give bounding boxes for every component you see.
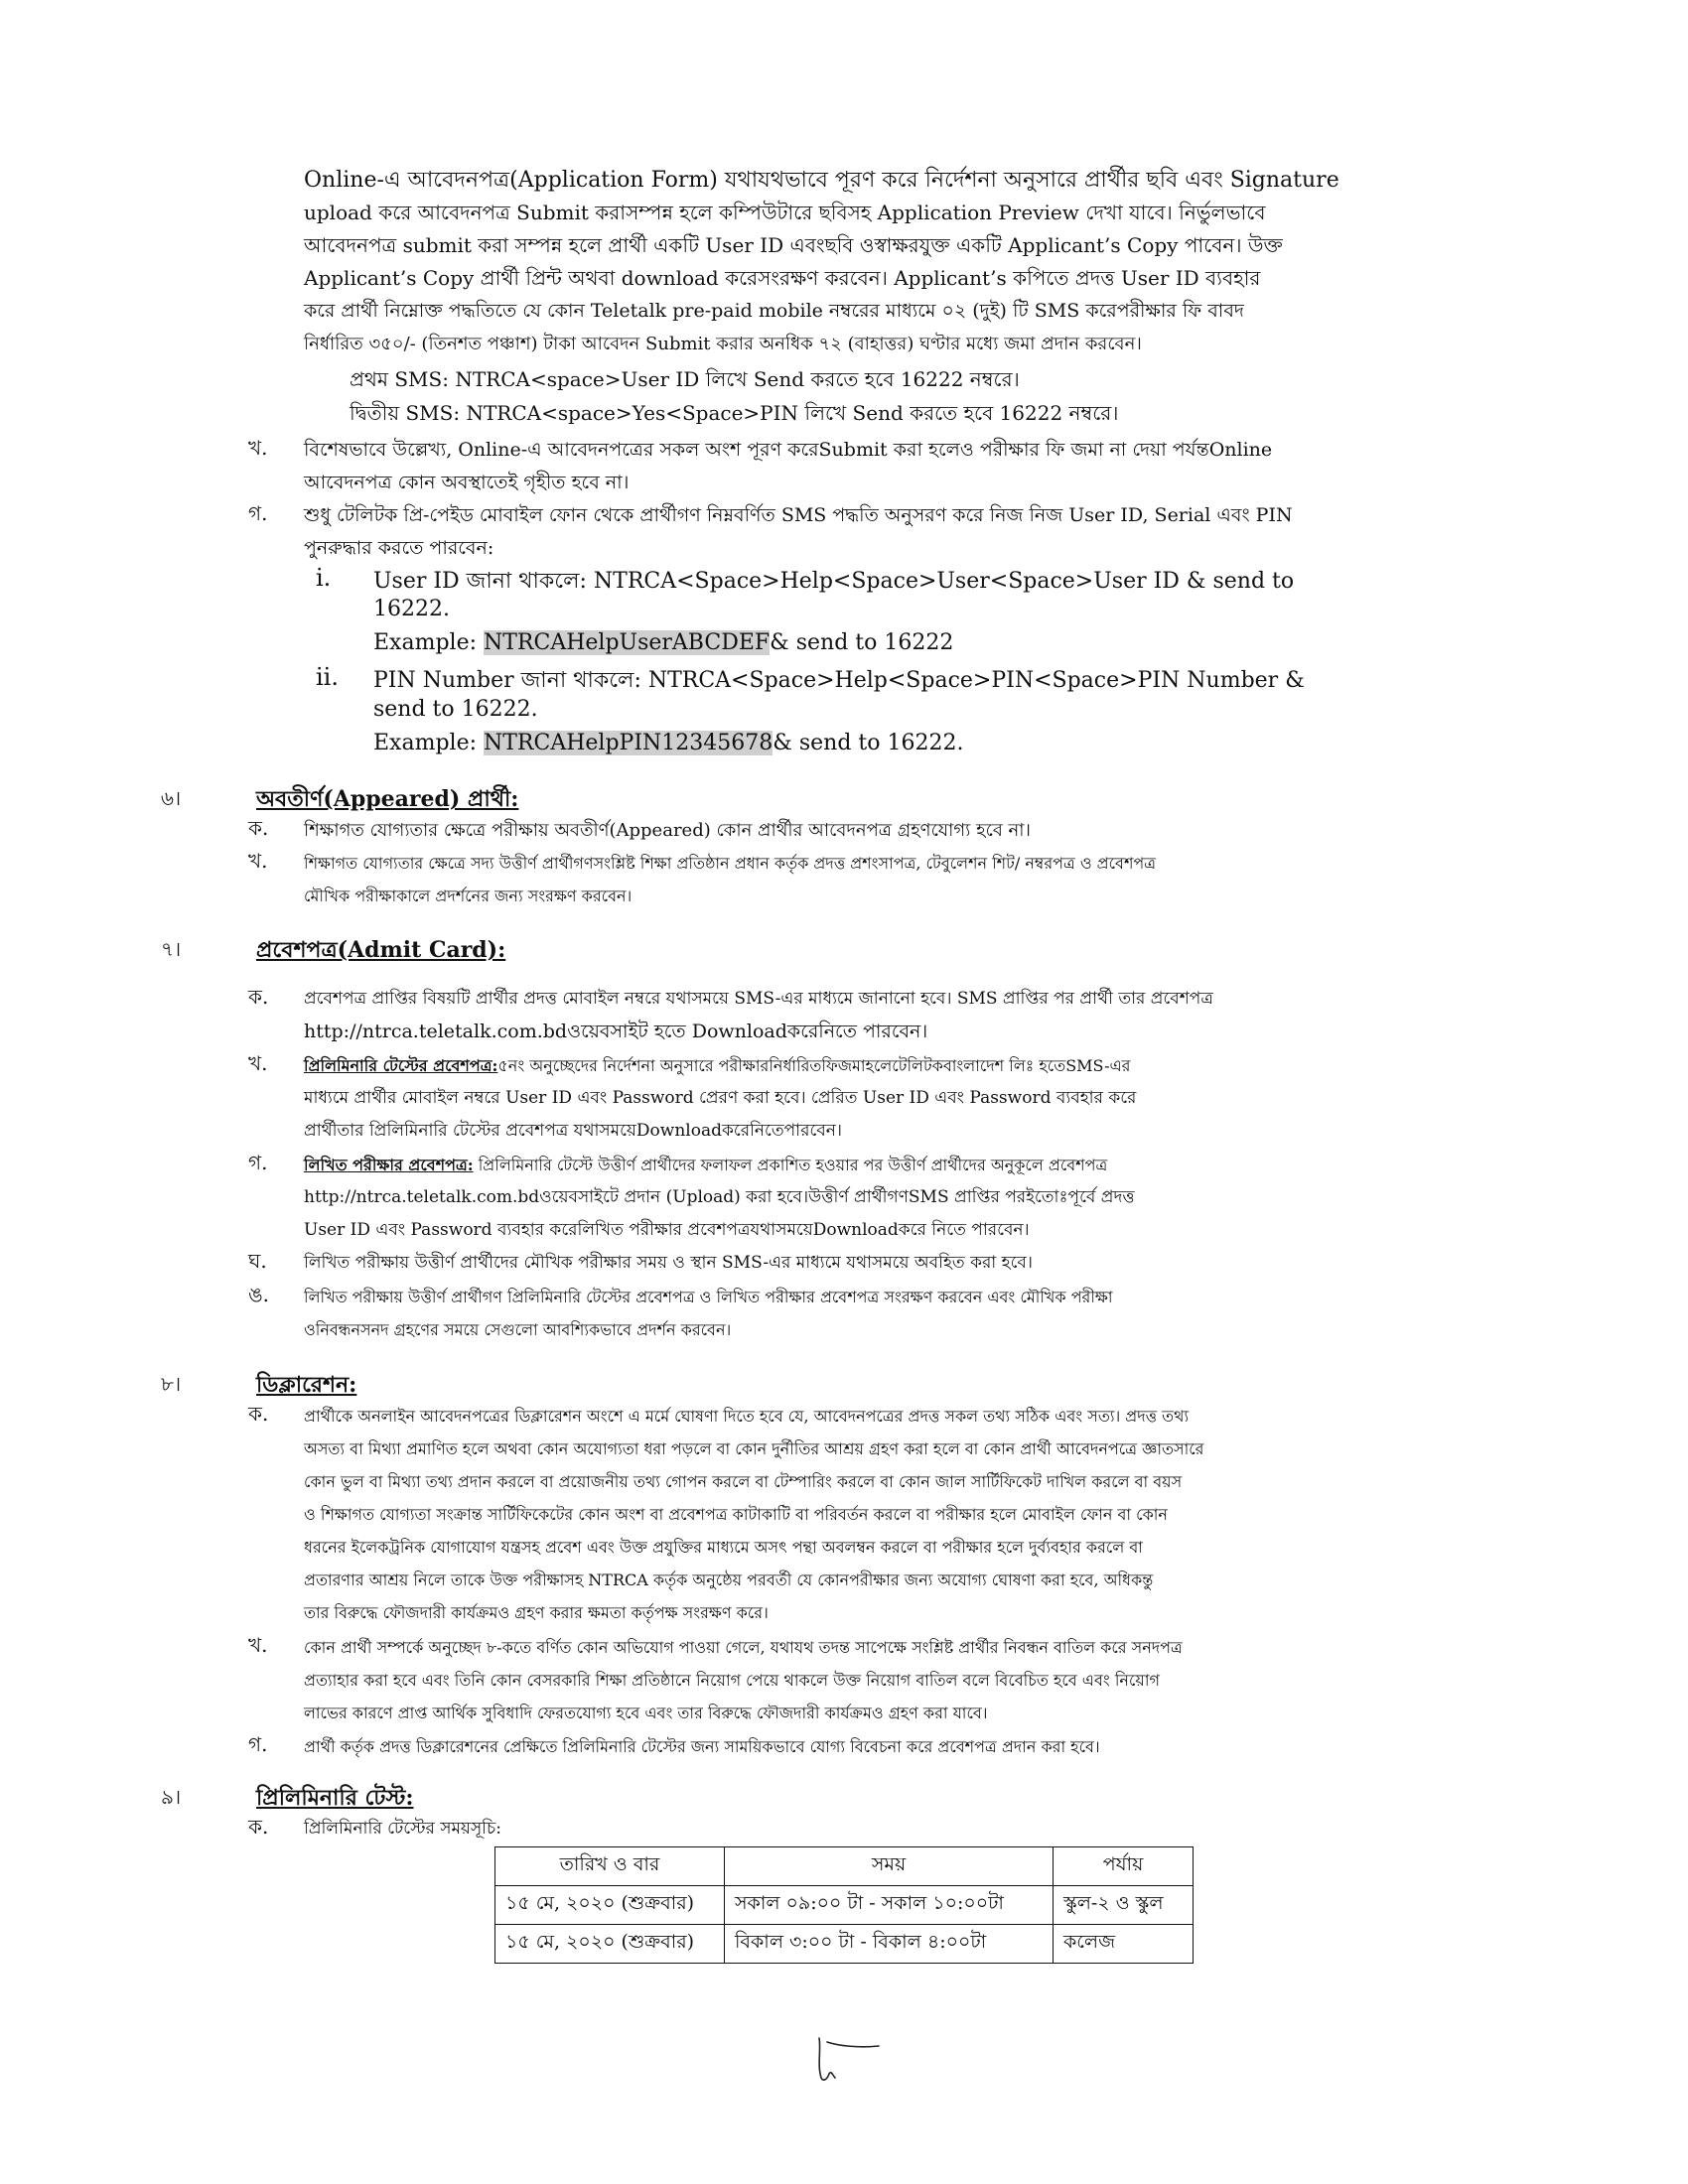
item-line: প্রবেশপত্র প্রাপ্তির বিষয়টি প্রার্থীর প্রদত্ত মোবাইল নম্বরে যথাসময়ে SMS-এর মাধ্যমে জানানো হবে। SMS প্রাপ্তির পর প্রার্থী তার প্রবেশপত্র [304, 989, 1213, 1009]
section-6-number: ৬। [161, 786, 182, 810]
intro-line: করে প্রার্থী নিম্নোক্ত পদ্ধতিতে যে কোন Teletalk pre-paid mobile নম্বরের মাধ্যমে ০২ (দুই) টি SMS করেপরীক্ষার ফি বাবদ [304, 300, 1244, 322]
example-suffix: & send to 16222. [773, 731, 964, 755]
intro-line: Online-এ আবেদনপত্র(Application Form) যথাযথভাবে পূরণ করে নির্দেশনা অনুসারে প্রার্থীর ছবি এবং Signature [304, 168, 1339, 193]
item-line: প্রার্থীতার প্রিলিমিনারি টেস্টের প্রবেশপত্র যথাসময়েDownloadকরেনিতেপারবেন। [304, 1121, 842, 1141]
roman-item-i-example [373, 630, 953, 655]
item-line: প্রার্থীকে অনলাইন আবেদনপত্রের ডিক্লারেশন অংশে এ মর্মে ঘোষণা দিতে হবে যে, আবেদনপত্রের প্রদত্ত সকল তথ্য সঠিক এবং সত্য। প্রদত্ত তথ্য [304, 1407, 1190, 1426]
table-header: পর্যায় [1054, 1847, 1194, 1886]
example-highlight: NTRCAHelpUserABCDEF [484, 630, 771, 655]
sms-second: দ্বিতীয় SMS: NTRCA<space>Yes<Space>PIN লিখে Send করতে হবে 16222 নম্বরে। [350, 401, 1119, 425]
item-line: মৌখিক পরীক্ষাকালে প্রদর্শনের জন্য সংরক্ষণ করবেন। [304, 887, 633, 905]
table-header: তারিখ ও বার [495, 1847, 725, 1886]
item-label: খ. [248, 436, 268, 460]
section-7-number: ৭। [161, 937, 182, 961]
item-line: প্রিলিমিনারি টেস্টের সময়সূচি: [304, 1819, 501, 1839]
intro-line: আবেদনপত্র submit করা সম্পন্ন হলে প্রার্থী একটি User ID এবংছবি ওস্বাক্ষরযুক্ত একটি Applicant’s Copy পাবেন। উক্ত [304, 233, 1283, 257]
item-label: ক. [248, 985, 269, 1009]
table-cell: কলেজ [1054, 1925, 1194, 1964]
table-cell: ১৫ মে, ২০২০ (শুক্রবার) [495, 1925, 725, 1964]
item-line: http://ntrca.teletalk.com.bdওয়েবসাইট হতে Downloadকরেনিতে পারবেন। [304, 1021, 928, 1042]
roman-item-ii-line: send to 16222. [373, 697, 538, 722]
item-line: ও শিক্ষাগত যোগ্যতা সংক্রান্ত সার্টিফিকেটের কোন অংশ বা প্রবেশপত্র কাটাকাটি বা পরিবর্তন করলে বা পরীক্ষার হলে মোবাইল ফোন বা কোন [304, 1505, 1168, 1524]
item-line: ওনিবন্ধনসনদ গ্রহণের সময়ে সেগুলো আবশ্যিকভাবে প্রদর্শন করবেন। [304, 1320, 732, 1339]
intro-line: Applicant’s Copy প্রার্থী প্রিন্ট অথবা download করেসংরক্ষণ করবেন। Applicant’s কপিতে প্রদত্ত User ID ব্যবহার [304, 266, 1261, 290]
table-row [495, 1925, 1194, 1964]
section-7-title: প্রবেশপত্র(Admit Card): [256, 937, 506, 963]
table-header-row [495, 1847, 1194, 1886]
example-suffix: & send to 16222 [770, 630, 954, 655]
table-cell: ১৫ মে, ২০২০ (শুক্রবার) [495, 1886, 725, 1925]
item-line: লিখিত পরীক্ষায় উত্তীর্ণ প্রার্থীগণ প্রিলিমিনারি টেস্টের প্রবেশপত্র ও লিখিত পরীক্ষার প্রবেশপত্র সংরক্ষণ করবেন এবং মৌখিক পরীক্ষা [304, 1288, 1113, 1306]
item-line: http://ntrca.teletalk.com.bdওয়েবসাইটে প্রদান (Upload) করা হবে।উত্তীর্ণ প্রার্থীগণSMS প্রাপ্তির পরইতোঃপূর্বে প্রদত্ত [304, 1187, 1135, 1207]
table-cell: সকাল ০৯:০০ টা - সকাল ১০:০০টা [725, 1886, 1054, 1925]
section-9-title: প্রিলিমিনারি টেস্ট: [256, 1785, 414, 1811]
signature [809, 2030, 889, 2094]
item-line: শিক্ষাগত যোগ্যতার ক্ষেত্রে পরীক্ষায় অবতীর্ণ(Appeared) কোন প্রার্থীর আবেদনপত্র গ্রহণযোগ্য হবে না। [304, 820, 1031, 841]
intro-line: upload করে আবেদনপত্র Submit করাসম্পন্ন হলে কম্পিউটারে ছবিসহ Application Preview দেখা যাবে। নির্ভুলভাবে [304, 201, 1266, 224]
example-prefix: Example: [373, 630, 484, 655]
item-line: ৫নং অনুচ্ছেদের নির্দেশনা অনুসারে পরীক্ষারনির্ধারিতফিজমাহলেটেলিটকবাংলাদেশ লিঃ হতেSMS-এর [497, 1056, 1131, 1075]
item-line: ধরনের ইলেকট্রনিক যোগাযোগ যন্ত্রসহ প্রবেশ এবং উক্ত প্রযুক্তির মাধ্যমে অসৎ পন্থা অবলম্বন করলে বা পরীক্ষার হলে দুর্ব্যবহার করলে বা [304, 1538, 1143, 1557]
roman-item-ii-number: ii. [316, 663, 339, 691]
item-line: তার বিরুদ্ধে ফৌজদারী কার্যক্রমও গ্রহণ করার ক্ষমতা কর্তৃপক্ষ সংরক্ষণ করে। [304, 1603, 769, 1622]
item-line: অসত্য বা মিথ্যা প্রমাণিত হলে অথবা কোন অযোগ্যতা ধরা পড়লে বা কোন দুর্নীতির আশ্রয় গ্রহণ করা হলে বা কোন প্রার্থী আবেদনপত্রে জ্ঞাতসারে [304, 1439, 1204, 1458]
intro-paragraph [304, 164, 1517, 360]
roman-item-ii-line: PIN Number জানা থাকলে: NTRCA<Space>Help<Space>PIN<Space>PIN Number & [373, 668, 1305, 693]
item-line: প্রিলিমিনারি টেস্টে উত্তীর্ণ প্রার্থীদের ফলাফল প্রকাশিত হওয়ার পর উত্তীর্ণ প্রার্থীদের অনুকূলে প্রবেশপত্র [473, 1156, 1108, 1174]
item-label: গ. [248, 1732, 268, 1756]
section-8-number: ৮। [161, 1372, 182, 1396]
item-line: প্রত্যাহার করা হবে এবং তিনি কোন বেসরকারি শিক্ষা প্রতিষ্ঠানে নিয়োগ পেয়ে থাকলে উক্ত নিয়োগ বাতিল বলে বিবেচিত হবে এবং নিয়োগ [304, 1671, 1160, 1690]
intro-line: নির্ধারিত ৩৫০/- (তিনশত পঞ্চাশ) টাকা আবেদন Submit করার অনধিক ৭২ (বাহাত্তর) ঘণ্টার মধ্যে জমা প্রদান করবেন। [304, 334, 1142, 354]
table-row [495, 1886, 1194, 1925]
item-label: গ. [248, 1151, 268, 1174]
item-line: শিক্ষাগত যোগ্যতার ক্ষেত্রে সদ্য উত্তীর্ণ প্রার্থীগণসংশ্লিষ্ট শিক্ষা প্রতিষ্ঠান প্রধান কর্তৃক প্রদত্ত প্রশংসাপত্র, টেবুলেশন শিট/ নম্বরপত্র ও প্রবেশপত্র [304, 854, 1157, 873]
item-line: পুনরুদ্ধার করতে পারবেন: [304, 537, 494, 559]
example-highlight: NTRCAHelpPIN12345678 [484, 731, 774, 755]
item-heading: লিখিত পরীক্ষার প্রবেশপত্র: [304, 1156, 474, 1174]
table-cell: স্কুল-২ ও স্কুল [1054, 1886, 1194, 1925]
item-line: শুধু টেলিটক প্রি-পেইড মোবাইল ফোন থেকে প্রার্থীগণ নিম্নবর্ণিত SMS পদ্ধতি অনুসরণ করে নিজ নিজ User ID, Serial এবং PIN [304, 504, 1293, 526]
schedule-table [494, 1846, 1194, 1964]
item-line: User ID এবং Password ব্যবহার করেলিখিত পরীক্ষার প্রবেশপত্রযথাসময়েDownloadকরে নিতে পারবেন। [304, 1220, 1030, 1240]
roman-item-i-number: i. [316, 564, 332, 592]
item-label: ক. [248, 1402, 269, 1426]
roman-item-ii-example [373, 731, 963, 755]
item-line: লাভের কারণে প্রাপ্ত আর্থিক সুবিধাদি ফেরতযোগ্য হবে এবং তার বিরুদ্ধে ফৌজদারী কার্যক্রমও গ্রহণ করা যাবে। [304, 1704, 988, 1722]
item-label: খ. [248, 849, 268, 873]
item-line: মাধ্যমে প্রার্থীর মোবাইল নম্বরে User ID এবং Password প্রেরণ করা হবে। প্রেরিত User ID এবং Password ব্যবহার করে [304, 1088, 1137, 1108]
section-9-number: ৯। [161, 1785, 182, 1809]
item-line: আবেদনপত্র কোন অবস্থাতেই গৃহীত হবে না। [304, 472, 630, 493]
item-label: গ. [248, 501, 268, 525]
example-prefix: Example: [373, 731, 484, 755]
sms-first: প্রথম SMS: NTRCA<space>User ID লিখে Send করতে হবে 16222 নম্বরে। [350, 367, 1020, 391]
item-heading: প্রিলিমিনারি টেস্টের প্রবেশপত্র: [304, 1056, 498, 1075]
item-line: কোন ভুল বা মিথ্যা তথ্য প্রদান করলে বা প্রয়োজনীয় তথ্য গোপন করলে বা টেম্পারিং করলে বা কোন জাল সার্টিফিকেট দাখিল করলে বা বয়স [304, 1472, 1183, 1491]
item-line: কোন প্রার্থী সম্পর্কে অনুচ্ছেদ ৮-কতে বর্ণিত কোন অভিযোগ পাওয়া গেলে, যথাযথ তদন্ত সাপেক্ষে সংশ্লিষ্ট প্রার্থীর নিবন্ধন বাতিল করে সনদপত্র [304, 1638, 1183, 1657]
table-header: সময় [725, 1847, 1054, 1886]
roman-item-i-line: 16222. [373, 597, 450, 621]
section-6-title: অবতীর্ণ(Appeared) প্রার্থী: [256, 786, 519, 812]
item-line: প্রতারণার আশ্রয় নিলে তাকে উক্ত পরীক্ষাসহ NTRCA কর্তৃক অনুষ্ঠেয় পরবর্তী যে কোনপরীক্ষার জন্য অযোগ্য ঘোষণা করা হবে, অধিকন্তু [304, 1570, 1154, 1589]
item-label: খ. [248, 1051, 268, 1075]
roman-item-i-line: User ID জানা থাকলে: NTRCA<Space>Help<Space>User<Space>User ID & send to [373, 569, 1295, 594]
item-line: বিশেষভাবে উল্লেখ্য, Online-এ আবেদনপত্রের সকল অংশ পূরণ করেSubmit করা হলেও পরীক্ষার ফি জমা না দেয়া পর্যন্তOnline [304, 439, 1273, 461]
section-8-title: ডিক্লারেশন: [256, 1372, 357, 1398]
item-line: লিখিত পরীক্ষায় উত্তীর্ণ প্রার্থীদের মৌখিক পরীক্ষার সময় ও স্থান SMS-এর মাধ্যমে যথাসময়ে অবহিত করা হবে। [304, 1253, 1033, 1273]
item-label: খ. [248, 1633, 268, 1657]
item-label: ক. [248, 816, 269, 840]
item-label: ঙ. [248, 1283, 270, 1306]
item-label: ঘ. [248, 1249, 267, 1273]
table-cell: বিকাল ৩:০০ টা - বিকাল ৪:০০টা [725, 1925, 1054, 1964]
item-label: ক. [248, 1815, 269, 1839]
item-line: প্রার্থী কর্তৃক প্রদত্ত ডিক্লারেশনের প্রেক্ষিতে প্রিলিমিনারি টেস্টের জন্য সাময়িকভাবে যোগ্য বিবেচনা করে প্রবেশপত্র প্রদান করা হবে। [304, 1737, 1100, 1756]
